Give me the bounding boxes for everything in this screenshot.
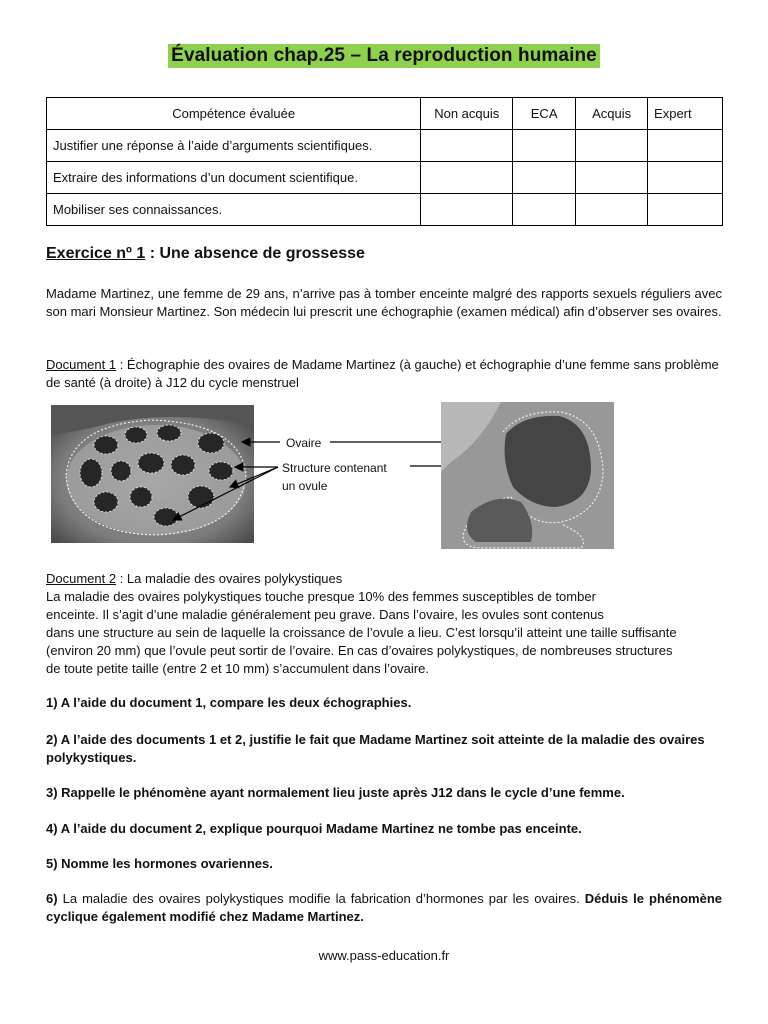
table-row bbox=[47, 130, 723, 162]
table-cell[interactable] bbox=[648, 130, 723, 162]
document-2 bbox=[46, 570, 722, 678]
document-2-line: de toute petite taille (entre 2 et 10 mm) s’accumulent dans l’ovaire. bbox=[46, 661, 429, 676]
question-5: 5) Nomme les hormones ovariennes. bbox=[46, 856, 273, 871]
question-3: 3) Rappelle le phénomène ayant normalement lieu juste après J12 dans le cycle d’une femme. bbox=[46, 785, 625, 800]
question-6-text: La maladie des ovaires polykystiques modifie la fabrication d’hormones par les ovaires. bbox=[57, 891, 585, 906]
table-cell[interactable] bbox=[648, 194, 723, 226]
table-header: Non acquis bbox=[421, 98, 513, 130]
competence-table bbox=[46, 97, 723, 226]
question-1: 1) A l’aide du document 1, compare les deux échographies. bbox=[46, 695, 412, 710]
table-cell[interactable] bbox=[421, 130, 513, 162]
table-cell[interactable] bbox=[648, 162, 723, 194]
question-6-instruction: Déduis le phénomène cyclique également modifié chez Madame Martinez. bbox=[46, 891, 722, 924]
table-cell[interactable] bbox=[513, 162, 576, 194]
intro-paragraph: Madame Martinez, une femme de 29 ans, n’arrive pas à tomber enceinte malgré des rapports sexuels réguliers avec son mari Monsieur Martinez. Son médecin lui prescrit une échographie (examen médical) afin d’observer ses ovaires. bbox=[46, 286, 722, 319]
table-cell[interactable] bbox=[513, 130, 576, 162]
table-cell[interactable] bbox=[576, 130, 648, 162]
ultrasound-right-image bbox=[441, 402, 614, 549]
document-1-label: Document 1 bbox=[46, 357, 117, 372]
document-2-label: Document 2 bbox=[46, 571, 117, 586]
question-4: 4) A l’aide du document 2, explique pourquoi Madame Martinez ne tombe pas enceinte. bbox=[46, 821, 582, 836]
label-structure-line2: un ovule bbox=[282, 479, 328, 493]
table-cell[interactable] bbox=[421, 162, 513, 194]
table-header: Expert bbox=[648, 98, 723, 130]
footer-url: www.pass-education.fr bbox=[318, 948, 450, 963]
table-cell[interactable] bbox=[576, 162, 648, 194]
competence-label: Extraire des informations d’un document scientifique. bbox=[47, 162, 421, 194]
exercise-number: Exercice nº 1 bbox=[46, 245, 146, 262]
title-container bbox=[0, 44, 768, 68]
table-cell[interactable] bbox=[513, 194, 576, 226]
document-2-caption bbox=[46, 570, 722, 588]
question-6 bbox=[46, 890, 722, 926]
table-cell[interactable] bbox=[421, 194, 513, 226]
table-cell[interactable] bbox=[576, 194, 648, 226]
page-title: Évaluation chap.25 – La reproduction humaine bbox=[168, 44, 600, 68]
table-row bbox=[47, 162, 723, 194]
competence-label: Justifier une réponse à l’aide d’arguments scientifiques. bbox=[47, 130, 421, 162]
document-1-caption bbox=[46, 356, 722, 392]
table-header: ECA bbox=[513, 98, 576, 130]
exercise-heading bbox=[46, 245, 365, 263]
question-2: 2) A l’aide des documents 1 et 2, justifie le fait que Madame Martinez soit atteinte de la maladie des ovaires polykystiques. bbox=[46, 732, 705, 765]
label-structure-line1: Structure contenant bbox=[282, 461, 387, 475]
document-1-text: : Échographie des ovaires de Madame Martinez (à gauche) et échographie d’une femme sans problème de santé (à droite) à J12 du cycle menstruel bbox=[46, 357, 719, 390]
exercise-title: : Une absence de grossesse bbox=[145, 245, 365, 262]
document-2-line: dans une structure au sein de laquelle la croissance de l’ovule a lieu. C’est lorsqu’il atteint une taille suffisante bbox=[46, 625, 677, 640]
document-2-line: La maladie des ovaires polykystiques touche presque 10% des femmes susceptibles de tomber bbox=[46, 589, 596, 604]
table-row bbox=[47, 194, 723, 226]
label-ovaire: Ovaire bbox=[286, 436, 322, 450]
table-header-row bbox=[47, 98, 723, 130]
document-2-title: : La maladie des ovaires polykystiques bbox=[116, 571, 343, 586]
question-6-number: 6) bbox=[46, 891, 58, 906]
competence-label: Mobiliser ses connaissances. bbox=[47, 194, 421, 226]
table-header: Compétence évaluée bbox=[47, 98, 421, 130]
document-2-line: (environ 20 mm) que l’ovule peut sortir de l’ovaire. En cas d’ovaires polykystiques, de nombreuses structures bbox=[46, 643, 673, 658]
document-2-line: enceinte. Il s’agit d’une maladie généralement peu grave. Dans l’ovaire, les ovules sont contenus bbox=[46, 607, 604, 622]
table-header: Acquis bbox=[576, 98, 648, 130]
